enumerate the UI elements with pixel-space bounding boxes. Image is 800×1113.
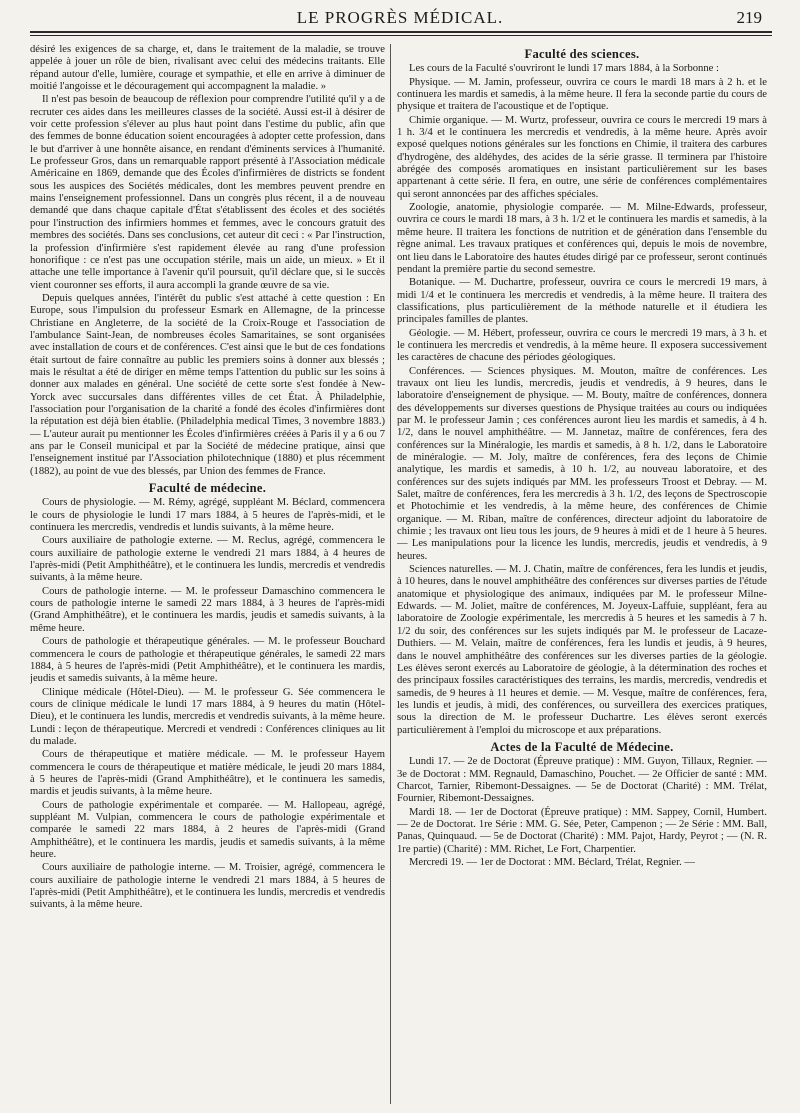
exam-entry: Lundi 17. — 2e de Doctorat (Épreuve pratique) : MM. Guyon, Tillaux, Regnier. — 3e de Doctorat : MM. Regnauld, Damaschino, Pouchet. — 2e Officier de santé : MM. Charcot, Tarnier, Ribemont-Dessaignes. — 5e de Doctorat (Charité) : MM. Trélat, Fournier, Ribemont-Dessaignes. [397, 756, 767, 805]
paragraph: Depuis quelques années, l'intérêt du public s'est attaché à cette question : En Europe, sous l'impulsion du professeur Esmark en Allemagne, de la princesse Christiane en Angleterre, de la société de la Croix-Rouge et l'association de l'ambulance Saint-Jean, de nombreuses écoles Samaritaines, se sont organisées avec installation de cours et de conférences. C'est ainsi que le but de ces fondations était surtout de faire connaître au public les premiers soins à donner aux blessés ; mais le résultat a été de diriger en même temps l'attention du public sur les soins à donner aux malades en général. Une société de cette sorte s'est fondée à New-Yorck avec succursales dans différentes villes de cet État. À Philadelphie, l'association pour l'organisation de la charité a fondé des écoles d'infirmières dont la réputation est déjà bien établie. (Philadelphia medical Times, 3 novembre 1883.) — L'auteur aurait pu mentionner les Écoles d'infirmières créées à Paris il y a 6 ou 7 ans par le Conseil municipal et par la Société de médecine pratique, ainsi que l'enseignement institué par l'Association philotechnique (1880) et plus récemment (1882), au point de vue des blessés, par Union des femmes de France. [30, 292, 385, 477]
header-rule [30, 31, 772, 33]
course-entry: Sciences naturelles. — M. J. Chatin, maître de conférences, fera les lundis et jeudis, à 10 heures, dans le nouvel amphithéâtre des conférences sur diverses parties de l'étude anatomique et physiologique des animaux, indiquées par M. le professeur Milne-Edwards. — M. Joliet, maître de conférences, M. Joyeux-Laffuie, suppléant, fera au laboratoire de Zoologie expérimentale, les mercredis à 5 heures et les samedis à 7 h. 1/2 du soir, des conférences sur les sujets indiqués par M. le professeur de Lacaze-Duthiers. — M. Velain, maître de conférences, fera les lundis et jeudis, à 9 heures, dans le nouvel amphithéâtre des conférences sur les diverses parties de la géologie. Les élèves seront exercés au Laboratoire de géologie, à la détermination des roches et des principaux fossiles caractéristiques des terrains, les mardis, mercredis, vendredis et samedis, de 9 heures à 11 heures et demie. — M. Vesque, maître de conférences, fera, les lundis et jeudis, à midi, des conférences, ou surveillera des exercices pratiques, sous la direction de M. le professeur Duchartre. Les élèves seront exercés particulièrement à l'emploi du microscope et aux préparations. [397, 564, 767, 736]
page-number: 219 [736, 8, 762, 27]
section-heading: Actes de la Faculté de Médecine. [490, 739, 674, 754]
course-entry: Physique. — M. Jamin, professeur, ouvrira ce cours le mardi 18 mars à 2 h. et le continuera les mardis et samedis, à la même heure. Il fera la seconde partie du cours de physique et traitera de l'acoustique et de l'optique. [397, 76, 767, 113]
course-entry: Chimie organique. — M. Wurtz, professeur, ouvrira ce cours le mercredi 19 mars à 1 h. 3/4 et le continuera les mercredis et vendredis, à la même heure. Après avoir exposé quelques notions générales sur les fonctions en Chimie, il traitera des carbures d'hydrogène, des aldéhydes, des acides de la série grasse. Il terminera par l'histoire abrégée des composés aromatiques en insistant particulièrement sur les bases appartenant à cette série. Il fera, en outre, une série de conférences complémentaires qui seront annoncées par des affiches spéciales. [397, 114, 767, 200]
exam-entry: Mercredi 19. — 1er de Doctorat : MM. Béclard, Trélat, Regnier. — [409, 857, 695, 868]
course-entry: Cours de physiologie. — M. Rémy, agrégé, suppléant M. Béclard, commencera le cours de physiologie le lundi 17 mars 1884, à 5 heures de l'après-midi, et le continuera les mercredis, vendredis et lundis suivants, à la même heure. [30, 497, 385, 534]
course-entry: Cours auxiliaire de pathologie externe. — M. Reclus, agrégé, commencera le cours auxiliaire de pathologie externe le vendredi 21 mars 1884, à 4 heures de l'après-midi (Petit Amphithéâtre), et le continuera les lundis, mercredis et vendredis suivants, à la même heure. [30, 535, 385, 584]
header-rule-thin [30, 35, 772, 36]
section-heading: Faculté de médecine. [148, 481, 267, 496]
paragraph: Les cours de la Faculté s'ouvriront le lundi 17 mars 1884, à la Sorbonne : [409, 63, 719, 75]
course-entry: Cours de thérapeutique et matière médicale. — M. le professeur Hayem commencera le cours de thérapeutique et matière médicale, le jeudi 20 mars 1884, à 5 heures de l'après-midi (Grand Amphithéâtre), et le continuera les samedis, mardis et jeudis suivants, à la même heure. [30, 749, 385, 798]
course-entry: Cours de pathologie interne. — M. le professeur Damaschino commencera le cours de pathologie interne le samedi 22 mars 1884, à 3 heures de l'après-midi (Grand Amphithéâtre), et le continuera les mardis, jeudis et samedis suivants, à la même heure. [30, 585, 385, 634]
course-entry: Conférences. — Sciences physiques. M. Mouton, maître de conférences. Les travaux ont lieu les lundis, mercredis, jeudis et vendredis, à 9 heures, dans le laboratoire d'enseignement de physique. — M. Bouty, maître de conférences, donnera des développements sur diverses questions de Physique traitées au cours ou indiquées par M. le professeur Jamin ; ces conférences auront lieu les mardis et samedis, à 4 h. 1/2, dans le nouvel amphithéâtre. — M. Jannetaz, maître de conférences, fera des conférences sur la Minéralogie, les mardis et samedis, à 8 h. 1/2, dans le Laboratoire de minéralogie. — M. Joly, maître de conférences, fera des leçons de Chimie analytique, les mardis et samedis, à 10 h. 1/2, au nouveau laboratoire, et des conférences sur des sujets indiqués par MM. les professeurs Troost et Debray. — M. Salet, maître de conférences, fera les mercredis à 3 h. 1/2, des leçons de Spectroscopie et Photochimie et les vendredis, à la même heure, des conférences de Chimie organique. — M. Riban, maître de conférences, directeur adjoint du laboratoire de chimie ; les travaux ont lieu tous les jours, de 9 heures à midi et de 1 heure à 5 heures. — Les manipulations pour la licence les lundis, mercredis, jeudis et vendredis, à 9 heures. [397, 365, 767, 562]
course-entry: Cours auxiliaire de pathologie interne. — M. Troisier, agrégé, commencera le cours auxiliaire de pathologie interne le vendredi 21 mars 1884, à 5 heures de l'après-midi (Petit Amphithéâtre), et le continuera les lundis, mercredis et vendredis suivants, à la même heure. [30, 862, 385, 911]
column-divider [390, 44, 391, 1104]
right-column [397, 44, 767, 1104]
paragraph: Il n'est pas besoin de beaucoup de réflexion pour comprendre l'utilité qu'il y a de recruter ces aides dans les meilleures classes de la société. Aussi est-il à désirer de voir cette profession s'élever au plus haut point dans l'estime du public, afin que des femmes de bonne éducation soient encouragées à adopter cette profession, dans le but d'arriver à une honnête aisance, en rendant d'éminents services à l'humanité. Le professeur Gros, dans un remarquable rapport présenté à l'Association médicale Américaine en 1869, demande que des Écoles d'infirmières de districts se fondent sous les auspices des Sociétés médicales, dont les membres peuvent prendre en mains l'enseignement professionnel. Dans un congrès plus récent, il a de nouveau demandé que dans chaque capitale d'État s'établissent des écoles et des sociétés pour l'instruction des infirmiers hommes et femmes, avec le concours gratuit des membres des sociétés. Dans ses conclusions, cet auteur dit ceci : « Par l'instruction, la profession d'infirmière s'est rapidement élevée au rang d'une profession honorifique : ce n'est pas une occupation stérile, mais un aide, un mieux. » Et il attache une telle importance à l'avenir qu'il poursuit, qu'il déclare que, si le succès vient couronner ses efforts, il aura accompli la grande œuvre de sa vie. [30, 94, 385, 291]
journal-title: LE PROGRÈS MÉDICAL. [296, 8, 504, 27]
section-heading: Faculté des sciences. [524, 47, 640, 61]
course-entry: Clinique médicale (Hôtel-Dieu). — M. le professeur G. Sée commencera le cours de clinique médicale le lundi 17 mars 1884, à 9 heures du matin (Hôtel-Dieu), et le continuera les lundis, mercredis et vendredis suivants, à la même heure. Lundi : leçon de thérapeutique. Mercredi et vendredi : Conférences cliniques au lit du malade. [30, 686, 385, 747]
course-entry: Zoologie, anatomie, physiologie comparée. — M. Milne-Edwards, professeur, ouvrira ce cours le mardi 18 mars, à 3 h. 1/2 et le continuera les mardis et samedis, à la même heure. Il traitera les fonctions de nutrition et de génération dans l'ensemble du règne animal. Les travaux pratiques et conférences qui, depuis le mois de novembre, ont lieu dans le Laboratoire des hautes études dirigé par ce professeur, seront continués pendant la première partie du second semestre. [397, 202, 767, 275]
course-entry: Cours de pathologie expérimentale et comparée. — M. Hallopeau, agrégé, suppléant M. Vulpian, commencera le cours de pathologie expérimentale et comparée le samedi 22 mars 1884, à 2 heures de l'après-midi (Grand Amphithéâtre), et le continuera les mardis, jeudis et samedis suivants, à la même heure. [30, 799, 385, 860]
course-entry: Cours de pathologie et thérapeutique générales. — M. le professeur Bouchard commencera le cours de pathologie et thérapeutique générales, le samedi 22 mars 1884, à 5 heures de l'après-midi (Petit Amphithéâtre), et le continuera les mardis, jeudis et samedis suivants, à la même heure. [30, 636, 385, 685]
left-column [30, 44, 385, 1104]
course-entry: Botanique. — M. Duchartre, professeur, ouvrira ce cours le mercredi 19 mars, à midi 1/4 et le continuera les mercredis et vendredis, à la même heure. Il traitera des classifications, plus particulièrement de la méthode naturelle et il étudiera les principales familles de plantes. [397, 277, 767, 326]
exam-entry: Mardi 18. — 1er de Doctorat (Épreuve pratique) : MM. Sappey, Cornil, Humbert. — 2e de Doctorat. 1re Série : MM. G. Sée, Peter, Campenon ; — 2e Série : MM. Ball, Panas, Quinquaud. — 5e de Doctorat (Charité) : MM. Pajot, Hardy, Peyrot ; — (N. R. 1re partie) (Charité) : MM. Richet, Le Fort, Charpentier. [397, 806, 767, 855]
course-entry: Géologie. — M. Hébert, professeur, ouvrira ce cours le mercredi 19 mars, à 3 h. et le continuera les mercredis et vendredis, à la même heure. Il exposera successivement les caractères de chacune des périodes géologiques. [397, 327, 767, 364]
paragraph: désiré les exigences de sa charge, et, dans le traitement de la maladie, se trouve appelée à jouer un rôle de bien, rivalisant avec celui des médecins traitants. Elle répand autour d'elle, lumière, courage et sympathie, et elle en arrive à diminuer de moitié l'angoisse et le découragement qui accompagnent la maladie. » [30, 44, 385, 93]
